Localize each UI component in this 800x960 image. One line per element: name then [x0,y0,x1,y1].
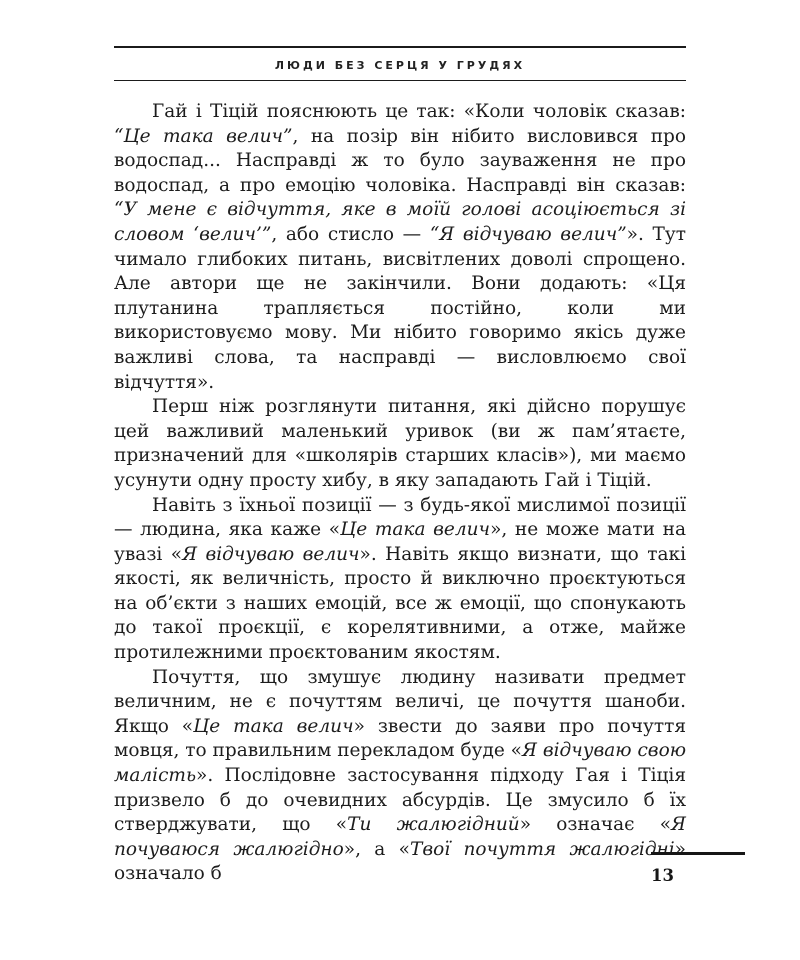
text-segment: ». Навіть якщо визнати, що такі якості, як величність, просто й виключно проєктуються на об’єкти з наших емоцій, все ж емоції, що спонукають до такої проєкції, є корелятивними, а отже, майже протилежними проєктованим якостям. [114,543,686,664]
text-segment: , на позір він нібито висловився про водоспад... Насправді ж то було зауваження не про водоспад, а про емоцію чоловіка. Насправді він сказав: [114,125,687,196]
italic-text-segment: “У мене є відчуття, яке в моїй голові асоціюється зі словом ‘велич’” [114,199,686,245]
text-segment: » звести до заяви про почуття мовця, то правильним перекладом буде « [114,715,687,762]
italic-text-segment: “Я відчуваю велич” [429,223,627,245]
paragraph [114,666,686,887]
text-segment: », не може мати на увазі « [114,519,687,565]
text-segment: », а « [343,838,410,860]
text-segment: ». Тут чимало глибоких питань, висвітлених доволі спрощено. Але автори ще не закінчили. Вони додають: «Ця плутанина трапляється постійно, коли ми використовуємо мову. Ми нібито говоримо якісь дуже важливі слова, та насправді — висловлюємо свої відчуття». [114,223,686,393]
italic-text-segment: Твої почуття жалюгідні [409,838,675,860]
running-header [114,46,686,81]
text-segment: Почуття, що змушує людину називати предмет величним, не є почуттям величі, це почуття шаноби. Якщо « [114,666,686,737]
text-segment: Навіть з їхньої позиції — з будь-якої мислимої позиції — людина, яка каже « [114,494,686,541]
text-segment: Гай і Тіцій пояснюють це так: «Коли чоловік сказав: [152,101,686,122]
italic-text-segment: Ти жалюгідний [347,814,520,836]
italic-text-segment: Я почуваюся жалюгідно [114,814,686,860]
italic-text-segment: “Це така велич” [114,125,293,147]
text-segment: ». Послідовне застосування підходу Гая і Тіція призвело б до очевидних абсурдів. Це змусило б їх стверджувати, що « [114,765,686,836]
body-text [114,100,686,887]
footer-rule [651,852,745,855]
italic-text-segment: Це така велич [340,519,491,541]
text-segment: Перш ніж розглянути питання, які дійсно порушує цей важливий маленький уривок (ви ж пам’ятаєте, призначений для «школярів старших класів»), ми маємо усунути одну просту хибу, в яку западають Гай і Тіцій. [114,396,686,491]
italic-text-segment: Я відчуваю свою малість [114,740,687,787]
text-segment: , або стисло — [271,223,430,245]
paragraph [114,494,686,666]
paragraph [114,395,686,493]
text-segment: » означає « [519,814,672,836]
italic-text-segment: Це така велич [193,715,354,737]
page-number: 13 [651,866,674,885]
paragraph [114,100,686,395]
italic-text-segment: Я відчуваю велич [182,543,360,565]
header-title: ЛЮДИ БЕЗ СЕРЦЯ У ГРУДЯХ [274,59,526,72]
text-segment: » означало б [114,838,686,885]
